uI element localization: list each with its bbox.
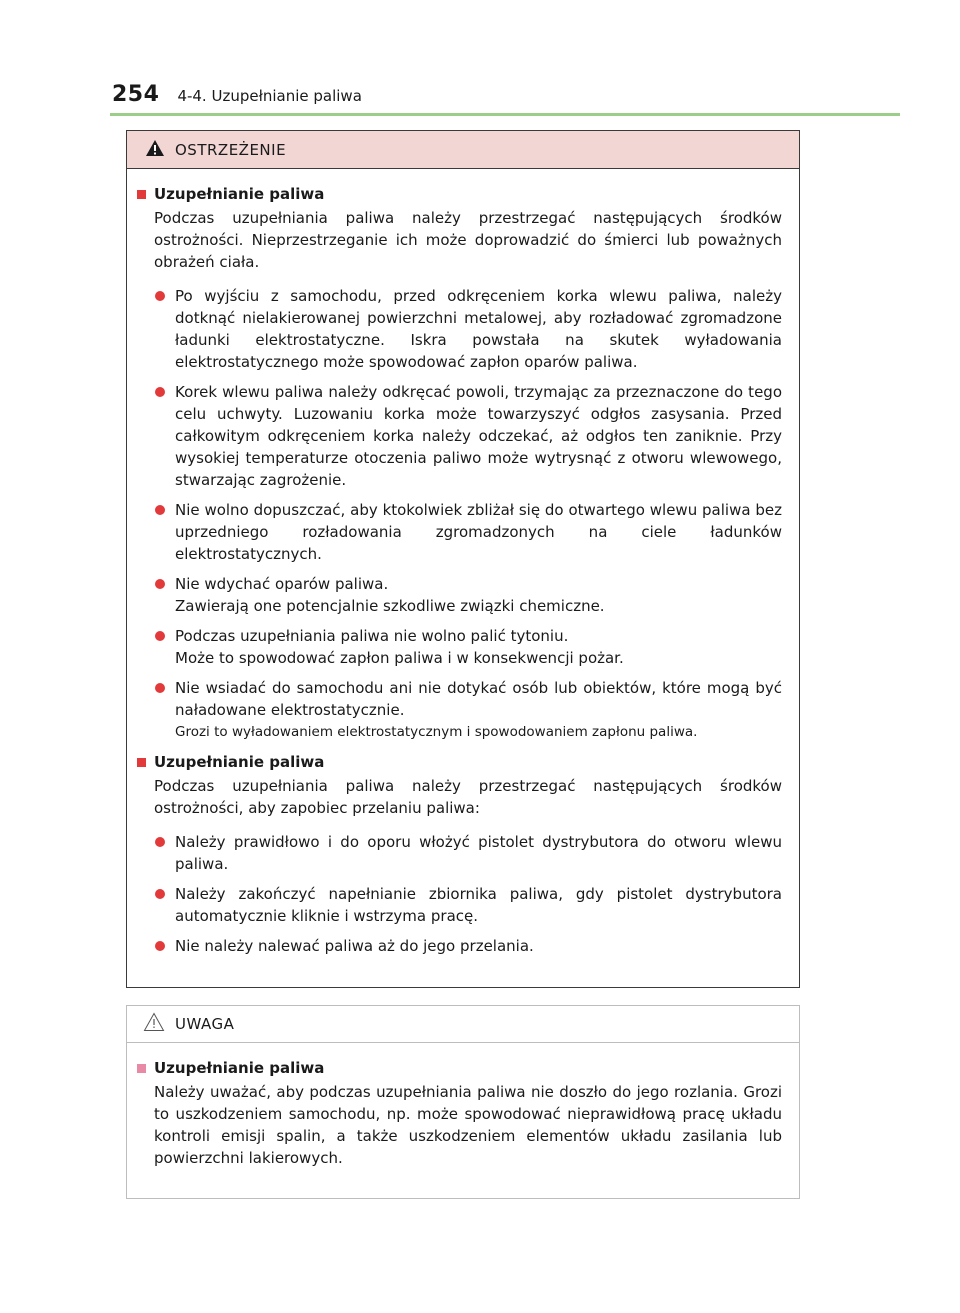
warning-bullet-list — [154, 831, 782, 957]
list-item: Podczas uzupełniania paliwa nie wolno palić tytoniu. Może to spowodować zapłon paliwa i w konsekwencji pożar. — [154, 625, 782, 669]
page-number: 254 — [112, 82, 160, 107]
warning-box — [126, 130, 800, 988]
warning-section-intro: Podczas uzupełniania paliwa należy przestrzegać następujących środków ostrożności. Nieprzestrzeganie ich może doprowadzić do śmierci lub poważnych obrażeń ciała. — [154, 209, 782, 271]
caution-triangle-icon — [143, 1012, 165, 1036]
list-item: Nie należy nalewać paliwa aż do jego przelania. — [154, 935, 782, 957]
caution-box — [126, 1005, 800, 1199]
square-bullet-icon — [137, 1064, 146, 1073]
bullet-dot-icon — [155, 505, 165, 515]
list-item: Po wyjściu z samochodu, przed odkręceniem korka wlewu paliwa, należy dotknąć nielakierowanej powierzchni metalowej, aby rozładować zgromadzone ładunki elektrostatyczne. Iskra powstała na skutek wyładowania elektrostatycznego może spowodować zapłon oparów paliwa. — [154, 285, 782, 373]
warning-bullet-list — [154, 285, 782, 743]
list-item: Nie wolno dopuszczać, aby ktokolwiek zbliżał się do otwartego wlewu paliwa bez uprzedniego rozładowania zgromadzonych na ciele ładunków elektrostatycznych. — [154, 499, 782, 565]
bullet-dot-icon — [155, 941, 165, 951]
caution-section-text: Należy uważać, aby podczas uzupełniania paliwa nie doszło do jego rozlania. Grozi to uszkodzeniem samochodu, np. może spowodować nieprawidłową pracę układu kontroli emisji spalin, a także uszkodzeniem elementów układu zasilania lub powierzchni lakierowych. — [154, 1083, 782, 1167]
caution-body — [127, 1043, 799, 1169]
caution-title: UWAGA — [175, 1015, 235, 1033]
warning-triangle-icon — [145, 139, 165, 161]
header-rule — [110, 113, 900, 116]
bullet-dot-icon — [155, 631, 165, 641]
list-item: Korek wlewu paliwa należy odkręcać powoli, trzymając za przeznaczone do tego celu uchwyty. Luzowaniu korka może towarzyszyć odgłos zasysania. Przed całkowitym odkręceniem korka należy odczekać, aż odgłos ten zaniknie. Przy wysokiej temperaturze otoczenia paliwo może wytrysnąć z otworu wlewowego, stwarzając zagrożenie. — [154, 381, 782, 491]
list-item: Należy zakończyć napełnianie zbiornika paliwa, gdy pistolet dystrybutora automatycznie kliknie i wstrzyma pracę. — [154, 883, 782, 927]
list-item: Nie wsiadać do samochodu ani nie dotykać osób lub obiektów, które mogą być naładowane elektrostatycznie. Grozi to wyładowaniem elektrostatycznym i spowodowaniem zapłonu paliwa. — [154, 677, 782, 743]
square-bullet-icon — [137, 758, 146, 767]
warning-body — [127, 169, 799, 957]
list-item: Nie wdychać oparów paliwa. Zawierają one potencjalnie szkodliwe związki chemiczne. — [154, 573, 782, 617]
warning-section-heading: Uzupełnianie paliwa — [137, 183, 782, 205]
bullet-dot-icon — [155, 579, 165, 589]
page-header — [112, 82, 362, 107]
warning-title: OSTRZEŻENIE — [175, 140, 287, 159]
bullet-dot-icon — [155, 387, 165, 397]
warning-section-intro: Podczas uzupełniania paliwa należy przestrzegać następujących środków ostrożności, aby zapobiec przelaniu paliwa: — [154, 777, 782, 817]
caution-header — [127, 1006, 799, 1043]
bullet-dot-icon — [155, 889, 165, 899]
square-bullet-icon — [137, 190, 146, 199]
warning-section-heading: Uzupełnianie paliwa — [137, 751, 782, 773]
bullet-dot-icon — [155, 683, 165, 693]
list-item: Należy prawidłowo i do oporu włożyć pistolet dystrybutora do otworu wlewu paliwa. — [154, 831, 782, 875]
bullet-dot-icon — [155, 837, 165, 847]
warning-header — [127, 131, 799, 169]
section-title: 4-4. Uzupełnianie paliwa — [177, 87, 362, 105]
caution-section-heading: Uzupełnianie paliwa — [137, 1057, 782, 1079]
bullet-dot-icon — [155, 291, 165, 301]
